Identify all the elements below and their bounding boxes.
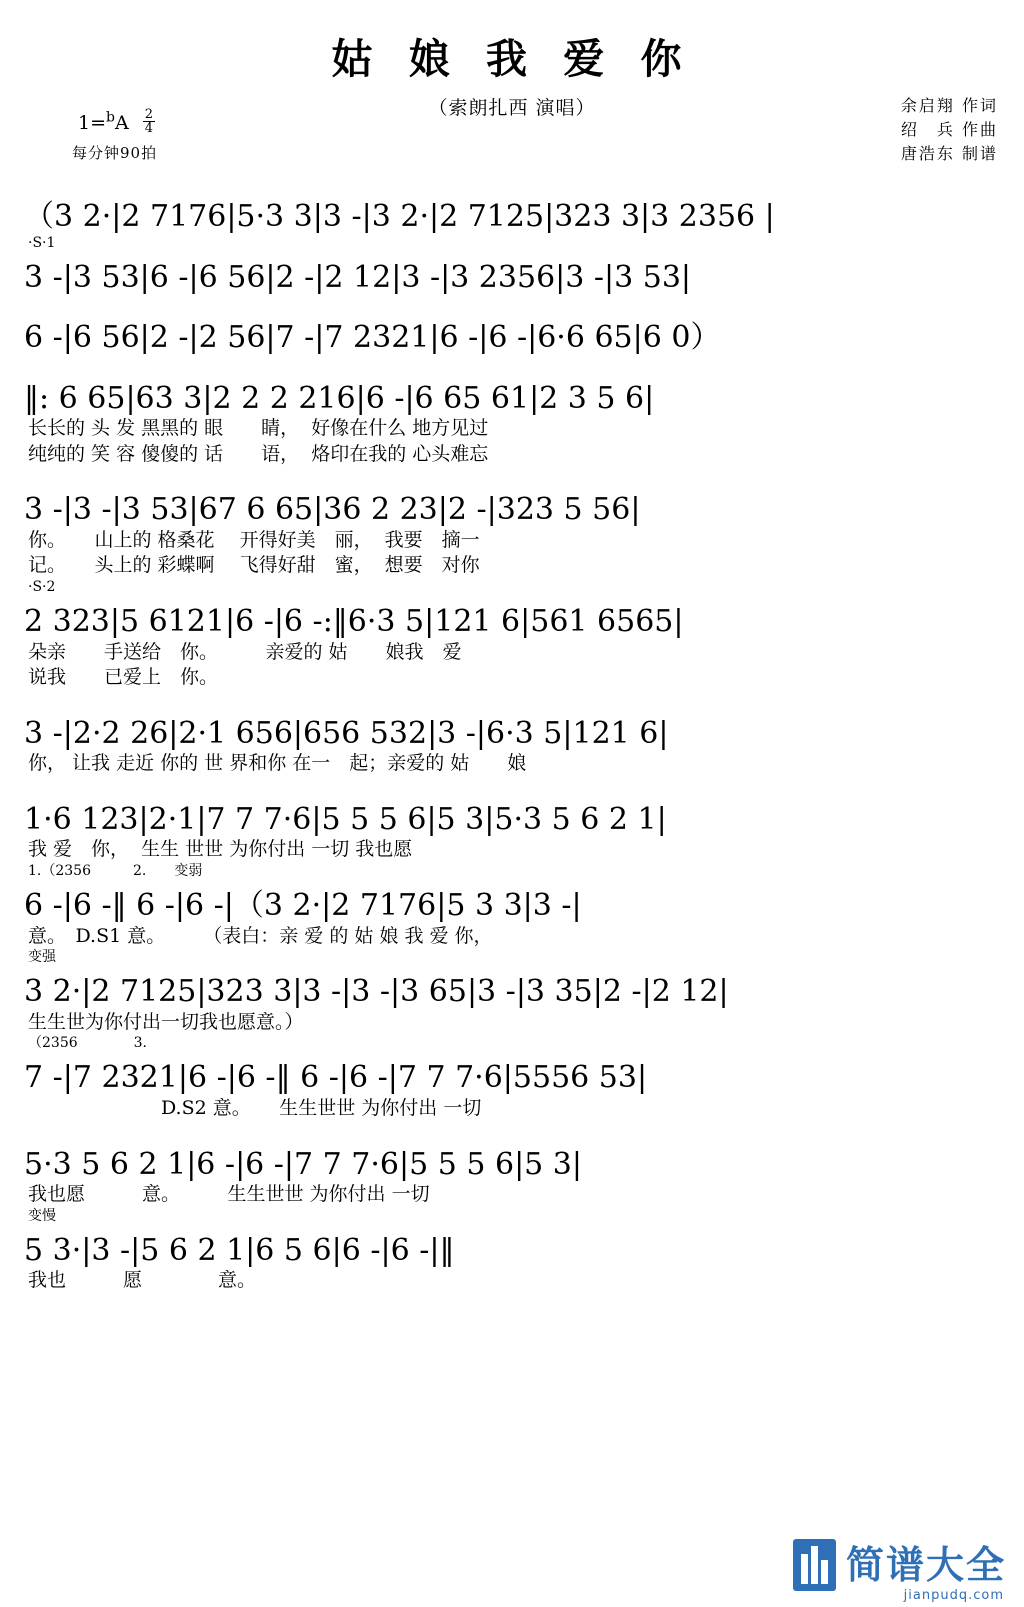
site-url: jianpudq.com (903, 1588, 1004, 1603)
row-annotation (24, 174, 1000, 190)
row-annotation (24, 467, 1000, 483)
notation-line: 5·3 5 6 2 1|6 -|6 -|7 7 7·6|5 5 5 6|5 3| (24, 1146, 582, 1182)
score-row (0, 356, 1024, 468)
notation-line: 6 -|6 -‖ 6 -|6 -|（3 2·|2 7176|5 3 3|3 -| (24, 888, 582, 924)
score-row (0, 1122, 1024, 1208)
flat-symbol: b (106, 109, 115, 126)
lyric-line-1: 我也愿 意。 生生世世 为你付出 一切 (28, 1183, 430, 1206)
lyric-line-1: 你。 山上的 格桑花 开得好美 丽， 我要 摘一 (28, 528, 480, 551)
notation-line: 1·6 123|2·1|7 7 7·6|5 5 5 6|5 3|5·3 5 6 2 1| (24, 801, 667, 837)
lyric-line-1: 我也 愿 意。 (28, 1269, 257, 1292)
notation-line: 3 2·|2 7125|323 3|3 -|3 -|3 65|3 -|3 35|2 -|2 12| (24, 974, 729, 1010)
piano-bars-icon (793, 1539, 836, 1591)
row-annotation (24, 777, 1000, 793)
row-annotation: 变慢 (28, 1207, 56, 1224)
site-logo[interactable] (793, 1539, 1006, 1591)
score-row (0, 863, 1024, 949)
score-row (0, 467, 1024, 579)
score-row (0, 579, 1024, 691)
lyric-line-1: 长长的 头 发 黑黑的 眼 睛， 好像在什么 地方见过 (28, 417, 489, 439)
row-annotation (24, 356, 1000, 372)
row-annotation: ·S·1 (28, 234, 56, 251)
score-row (0, 777, 1024, 863)
row-annotation: （2356 3. (28, 1035, 147, 1052)
site-brand-name: 简谱大全 (845, 1542, 1006, 1587)
notation-line: 3 -|3 53|6 -|6 56|2 -|2 12|3 -|3 2356|3 -|3 53| (24, 259, 692, 295)
lyric-line-2: 记。 头上的 彩蝶啊 飞得好甜 蜜， 想要 对你 (28, 554, 480, 577)
row-annotation (24, 295, 1000, 311)
notation-line: ‖: 6 65|63 3|2 2 2 216|6 -|6 65 61|2 3 5 6| (24, 380, 655, 416)
score-rows (0, 174, 1024, 1294)
row-annotation: ·S·2 (28, 579, 56, 596)
row-annotation (24, 691, 1000, 707)
lyric-line-1: 生生世为你付出一切我也愿意。） (28, 1010, 304, 1033)
key-signature (78, 108, 155, 135)
score-row (0, 1035, 1024, 1121)
lyric-line-1: D.S2 意。 生生世世 为你付出 一切 (28, 1096, 482, 1119)
lyric-line-2: 说我 已爱上 你。 (28, 666, 219, 689)
lyric-line-1: 意。 D.S1 意。 （表白：亲 爱 的 姑 娘 我 爱 你， (28, 924, 493, 947)
lyric-line-1: 朵亲 手送给 你。 亲爱的 姑 娘我 爱 (28, 640, 462, 663)
key-letter: A (114, 112, 129, 134)
lyric-line-1: 我 爱 你， 生生 世世 为你付出 一切 我也愿 (28, 838, 413, 861)
score-row (0, 949, 1024, 1035)
score-row (0, 1208, 1024, 1294)
score-row (0, 235, 1024, 296)
credits (901, 94, 998, 166)
key-label: 1= (78, 112, 107, 134)
sheet-music-page (0, 26, 1024, 1607)
row-annotation (24, 1122, 1000, 1138)
time-signature-denominator: 4 (144, 121, 154, 136)
notation-credit: 唐浩东 制谱 (900, 144, 998, 163)
row-annotation: 变强 (28, 949, 56, 966)
notation-line: （3 2·|2 7176|5·3 3|3 -|3 2·|2 7125|323 3|3 2356 | (24, 199, 775, 234)
score-row (0, 691, 1024, 777)
notation-line: 6 -|6 56|2 -|2 56|7 -|7 2321|6 -|6 -|6·6 65|6 0） (24, 320, 721, 355)
lyricist-credit: 余启翔 作词 (900, 96, 998, 115)
time-signature-numerator: 2 (144, 107, 154, 122)
notation-line: 3 -|3 -|3 53|67 6 65|36 2 23|2 -|323 5 56| (24, 492, 641, 528)
notation-line: 3 -|2·2 26|2·1 656|656 532|3 -|6·3 5|121 6| (24, 715, 669, 751)
score-row (0, 295, 1024, 356)
notation-line: 2 323|5 6121|6 -|6 -:‖6·3 5|121 6|561 6565| (24, 604, 684, 640)
composer-credit: 绍 兵 作曲 (900, 120, 998, 139)
notation-line: 5 3·|3 -|5 6 2 1|6 5 6|6 -|6 -|‖ (24, 1232, 455, 1268)
notation-line: 7 -|7 2321|6 -|6 -‖ 6 -|6 -|7 7 7·6|5556 53| (24, 1060, 648, 1096)
row-annotation: 1.（2356 2. 变弱 (28, 863, 203, 880)
lyric-line-1: 你， 让我 走近 你的 世 界和你 在一 起；亲爱的 姑 娘 (28, 752, 527, 775)
page-title: 姑 娘 我 爱 你 (331, 35, 693, 83)
time-signature (143, 108, 155, 135)
score-row (0, 174, 1024, 235)
performer-subtitle: （索朗扎西 演唱） (428, 97, 596, 119)
tempo-marking: 每分钟90拍 (72, 144, 158, 162)
lyric-line-2: 纯纯的 笑 容 傻傻的 话 语， 烙印在我的 心头难忘 (28, 442, 489, 465)
